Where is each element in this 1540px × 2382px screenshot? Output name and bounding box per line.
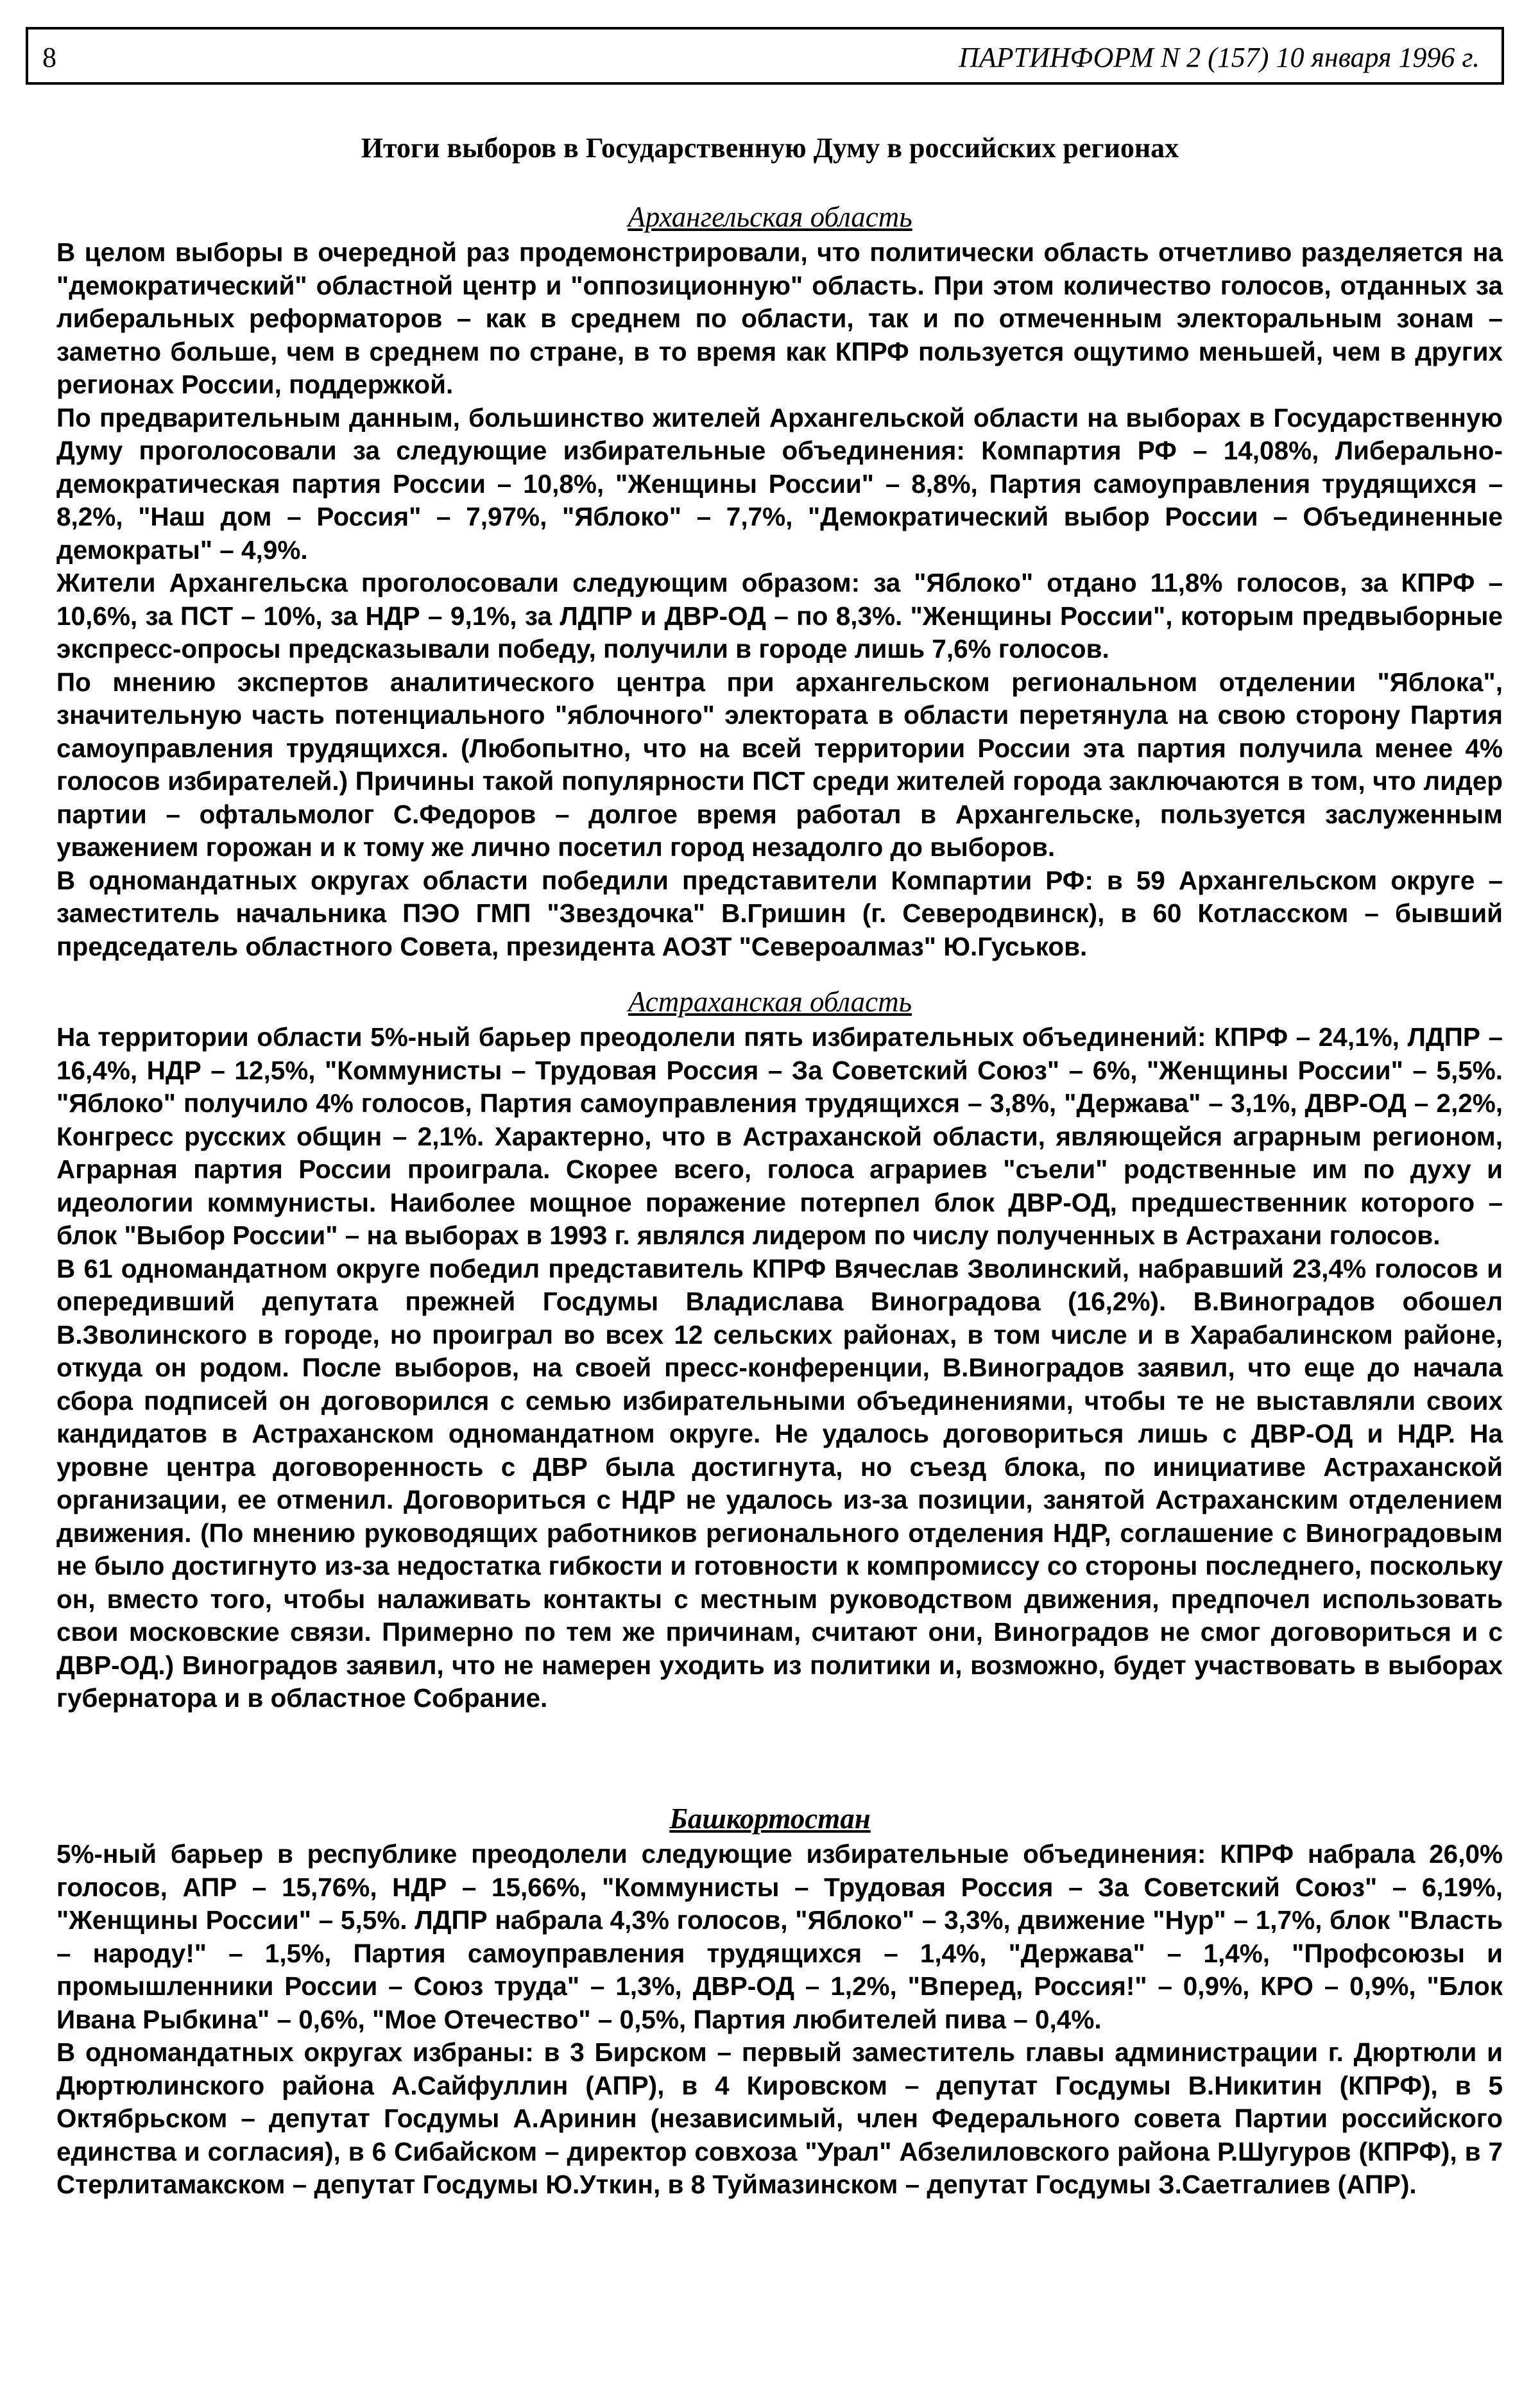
paragraph: В одномандатных округах области победили представители Компартии РФ: в 59 Архангельском округе – заместитель начальника ПЭО ГМП "Звездочка" В.Гришин (г. Северодвинск), в 60 Котласском – бывший председатель областного Совета, президента АОЗТ "Североалмаз" Ю.Гуськов.: [56, 865, 1503, 961]
paragraph: На территории области 5%-ный барьер преодолели пять избирательных объединений: КПРФ – 24,1%, ЛДПР – 16,4%, НДР – 12,5%, "Коммунисты – Трудовая Россия – За Советский Союз" – 6%, "Женщины России" – 5,5%. "Яблоко" получило 4% голосов, Партия самоуправления трудящихся – 3,8%, "Держава" – 3,1%, ДВР-ОД – 2,2%, Конгресс русских общин – 2,1%. Характерно, что в Астраханской области, являющейся аграрным регионом, Аграрная партия России проиграла. Скорее всего, голоса аграриев "съели" родственные им по духу и идеологии коммунисты. Наиболее мощное поражение потерпел блок ДВР-ОД, предшественник которого – блок "Выбор России" – на выборах в 1993 г. являлся лидером по числу полученных в Астрахани голосов.: [56, 1022, 1503, 1250]
section-heading-arkhangelsk: Архангельская область: [628, 201, 912, 233]
paragraph: 5%-ный барьер в республике преодолели следующие избирательные объединения: КПРФ набрала 26,0% голосов, АПР – 15,76%, НДР – 15,66%, "Коммунисты – Трудовая Россия – За Советский Союз" – 6,19%, "Женщины России" – 5,5%. ЛДПР набрала 4,3% голосов, "Яблоко" – 3,3%, движение "Нур" – 1,7%, блок "Власть – народу!" – 1,5%, Партия самоуправления трудящихся – 1,4%, "Держава" – 1,4%, "Профсоюзы и промышленники России – Союз труда" – 1,3%, ДВР-ОД – 1,2%, "Вперед, Россия!" – 0,9%, КРО – 0,9%, "Блок Ивана Рыбкина" – 0,6%, "Мое Отечество" – 0,5%, Партия любителей пива – 0,4%.: [56, 1839, 1503, 2034]
document-title: Итоги выборов в Государственную Думу в российских регионах: [361, 132, 1179, 164]
page-number: 8: [42, 42, 56, 73]
page-header: [26, 27, 1504, 85]
paragraph: В одномандатных округах избраны: в 3 Бирском – первый заместитель главы администрации г. Дюртюли и Дюртюлинского района А.Сайфуллин (АПР), в 4 Кировском – депутат Госдумы В.Никитин (КПРФ), в 5 Октябрьском – депутат Госдумы А.Аринин (независимый, член Федерального совета Партии российского единства и согласия), в 6 Сибайском – директор совхоза "Урал" Абзелиловского района Р.Шугуров (КПРФ), в 7 Стерлитамакском – депутат Госдумы Ю.Уткин, в 8 Туймазинском – депутат Госдумы З.Саетгалиев (АПР).: [56, 2037, 1503, 2199]
running-title: ПАРТИНФОРМ N 2 (157) 10 января 1996 г.: [959, 42, 1480, 73]
paragraph: В 61 одномандатном округе победил представитель КПРФ Вячеслав Зволинский, набравший 23,4% голосов и опередивший депутата прежней Госдумы Владислава Виноградова (16,2%). В.Виноградов обошел В.Зволинского в городе, но проиграл во всех 12 сельских районах, в том числе и в Харабалинском районе, откуда он родом. После выборов, на своей пресс-конференции, В.Виноградов заявил, что еще до начала сбора подписей он договорился с семью избирательными объединениями, чтобы те не выставляли своих кандидатов в Астраханском одномандатном округе. Не удалось договориться лишь с ДВР-ОД и НДР. На уровне центра договоренность с ДВР была достигнута, но съезд блока, по инициативе Астраханской организации, ее отменил. Договориться с НДР не удалось из-за позиции, занятой Астраханским отделением движения. (По мнению руководящих работников регионального отделения НДР, соглашение с Виноградовым не было достигнуто из-за недостатка гибкости и готовности к компромиссу со стороны последнего, поскольку он, вместо того, чтобы налаживать контакты с местным руководством движения, предпочел использовать свои московские связи. Примерно по тем же причинам, считают они, Виноградов не смог договориться и с ДВР-ОД.) Виноградов заявил, что не намерен уходить из политики и, возможно, будет участвовать в выборах губернатора и в областное Собрание.: [56, 1253, 1503, 1713]
section-body-arkhangelsk: [56, 236, 1503, 963]
section-body-astrakhan: [56, 1021, 1503, 1715]
paragraph: По предварительным данным, большинство жителей Архангельской области на выборах в Государственную Думу проголосовали за следующие избирательные объединения: Компартия РФ – 14,08%, Либерально-демократическая партия России – 10,8%, "Женщины России" – 8,8%, Партия самоуправления трудящихся – 8,2%, "Наш дом – Россия" – 7,97%, "Яблоко" – 7,7%, "Демократический выбор России – Объединенные демократы" – 4,9%.: [56, 402, 1503, 565]
section-body-bashkortostan: [56, 1838, 1503, 2202]
paragraph: Жители Архангельска проголосовали следующим образом: за "Яблоко" отдано 11,8% голосов, за КПРФ – 10,6%, за ПСТ – 10%, за НДР – 9,1%, за ЛДПР и ДВР-ОД – по 8,3%. "Женщины России", которым предвыборные экспресс-опросы предсказывали победу, получили в городе лишь 7,6% голосов.: [56, 568, 1503, 664]
section-heading-bashkortostan: Башкортостан: [669, 1803, 871, 1835]
paragraph: По мнению экспертов аналитического центра при архангельском региональном отделении "Яблока", значительную часть потенциального "яблочного" электората в области перетянула на свою сторону Партия самоуправления трудящихся. (Любопытно, что на всей территории России эта партия получила менее 4% голосов избирателей.) Причины такой популярности ПСТ среди жителей города заключаются в том, что лидер партии – офтальмолог С.Федоров – долгое время работал в Архангельске, пользуется заслуженным уважением горожан и к тому же лично посетил город незадолго до выборов.: [56, 667, 1503, 862]
section-heading-astrakhan: Астраханская область: [628, 986, 912, 1018]
paragraph: В целом выборы в очередной раз продемонстрировали, что политически область отчетливо разделяется на "демократический" областной центр и "оппозиционную" область. При этом количество голосов, отданных за либеральных реформаторов – как в среднем по области, так и по отмеченным электоральным зонам – заметно больше, чем в среднем по стране, в то время как КПРФ пользуется ощутимо меньшей, чем в других регионах России, поддержкой.: [56, 237, 1503, 399]
